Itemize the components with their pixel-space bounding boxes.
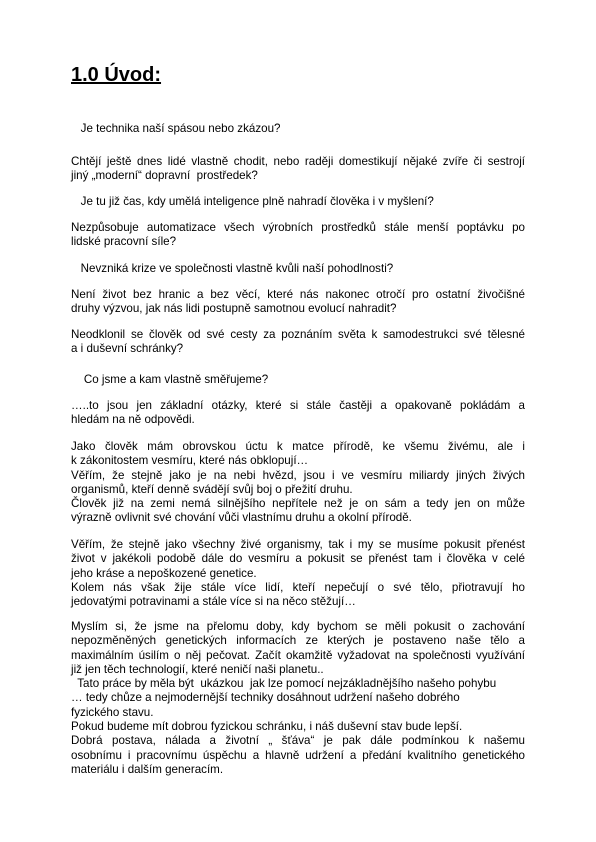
text-line: fyzického stavu. bbox=[71, 705, 154, 719]
text-line: druhy výzvou, jak nás lidi postupně samotnou evolucí nahradit? bbox=[71, 302, 397, 316]
text-line: Nezpůsobuje automatizace všech výrobních prostředků stále menší poptávku po bbox=[71, 221, 525, 234]
text-line: …..to jsou jen základní otázky, které si stále častěji a opakovaně pokládám a bbox=[71, 399, 525, 412]
question-evolution bbox=[71, 288, 525, 317]
text-line: Myslím si, že jsme na přelomu doby, kdy bychom se měli pokusit o zachování bbox=[71, 620, 525, 633]
text-line: maximálním úsilím o něj pečovat. Začít okamžitě vyžadovat na společnosti využívání bbox=[71, 648, 525, 662]
question-direction: Co jsme a kam vlastně směřujeme? bbox=[71, 373, 269, 386]
text-line: osobnímu i pracovnímu úspěchu a hlavně udržení a předání kvalitního genetického bbox=[71, 748, 525, 762]
text-line: lidské pracovní síle? bbox=[71, 235, 177, 249]
text-line: život v jakékoli podobě dále do vesmíru a pokusit se přenést tam i člověka v celé bbox=[71, 552, 525, 566]
paragraph-space bbox=[71, 538, 525, 609]
text-line: nepozměněných genetických informacích ze kterých je postaveno naše tělo a bbox=[71, 634, 525, 648]
text-line: Chtějí ještě dnes lidé vlastně chodit, nebo raději domestikují nějaké zvíře či sestrojí bbox=[71, 155, 525, 168]
paragraph-genetics bbox=[71, 620, 525, 777]
question-ai: Je tu již čas, kdy umělá inteligence plně nahradí člověka i v myšlení? bbox=[71, 195, 434, 208]
text-line: k zákonitostem vesmíru, které nás obklopují… bbox=[71, 454, 309, 468]
question-crisis: Nevzniká krize ve společnosti vlastně kvůli naší pohodlnosti? bbox=[71, 262, 394, 275]
paragraph-basic-questions bbox=[71, 399, 525, 428]
question-technology: Je technika naší spásou nebo zkázou? bbox=[71, 122, 281, 135]
text-line: hledám na ně odpovědi. bbox=[71, 413, 195, 427]
text-line: výrazně ovlivnit své chování vůči vlastnímu druhu a okolní přírodě. bbox=[71, 511, 412, 525]
text-line: organismů, kteří denně svádějí svůj boj o přežití druhu. bbox=[71, 482, 353, 496]
text-line: Není život bez hranic a bez věcí, které nás nakonec otročí pro ostatní živočišné bbox=[71, 288, 525, 301]
text-line: Neodklonil se člověk od své cesty za poznáním světa k samodestrukci své tělesné bbox=[71, 328, 525, 341]
paragraph-nature bbox=[71, 440, 525, 526]
text-line: Dobrá postava, nálada a životní „ šťáva“ je pak dále podmínkou k našemu bbox=[71, 734, 525, 748]
text-line: Věřím, že stejně jako všechny živé organismy, tak i my se musíme pokusit přenést bbox=[71, 538, 525, 551]
text-line: materiálu i dalším generacím. bbox=[71, 762, 224, 776]
question-self-destruction bbox=[71, 328, 525, 357]
text-line: již jen těch technologií, které neničí naši planetu.. bbox=[71, 662, 324, 676]
text-line: a i duševní schránky? bbox=[71, 342, 184, 356]
text-line: Pokud budeme mít dobrou fyzickou schránku, i náš duševní stav bude lepší. bbox=[71, 720, 463, 734]
text-line: Kolem nás však žije stále více lidí, kteří nepečují o své tělo, přiotravují ho bbox=[71, 580, 525, 594]
question-automation bbox=[71, 221, 525, 250]
text-line: … tedy chůze a nejmodernější techniky dosáhnout udržení našeho dobrého bbox=[71, 691, 460, 705]
text-line: jiný „moderní“ dopravní prostředek? bbox=[71, 169, 258, 183]
text-line: jedovatými potravinami a stále více si na něco stěžují… bbox=[71, 595, 356, 609]
text-line: Věřím, že stejně jako je na nebi hvězd, jsou i ve vesmíru miliardy jiných živých bbox=[71, 468, 525, 482]
question-walking bbox=[71, 155, 525, 184]
page-title: 1.0 Úvod: bbox=[71, 64, 162, 86]
text-line: Tato práce by měla být ukázkou jak lze pomocí nejzákladnějšího našeho pohybu bbox=[71, 677, 497, 691]
text-line: Člověk již na zemi nemá silnějšího nepřítele než je on sám a tedy jen on může bbox=[71, 497, 525, 511]
text-line: Jako člověk mám obrovskou úctu k matce přírodě, ke všemu živému, ale i bbox=[71, 440, 525, 453]
text-line: jeho kráse a nepoškozené genetice. bbox=[71, 566, 257, 580]
